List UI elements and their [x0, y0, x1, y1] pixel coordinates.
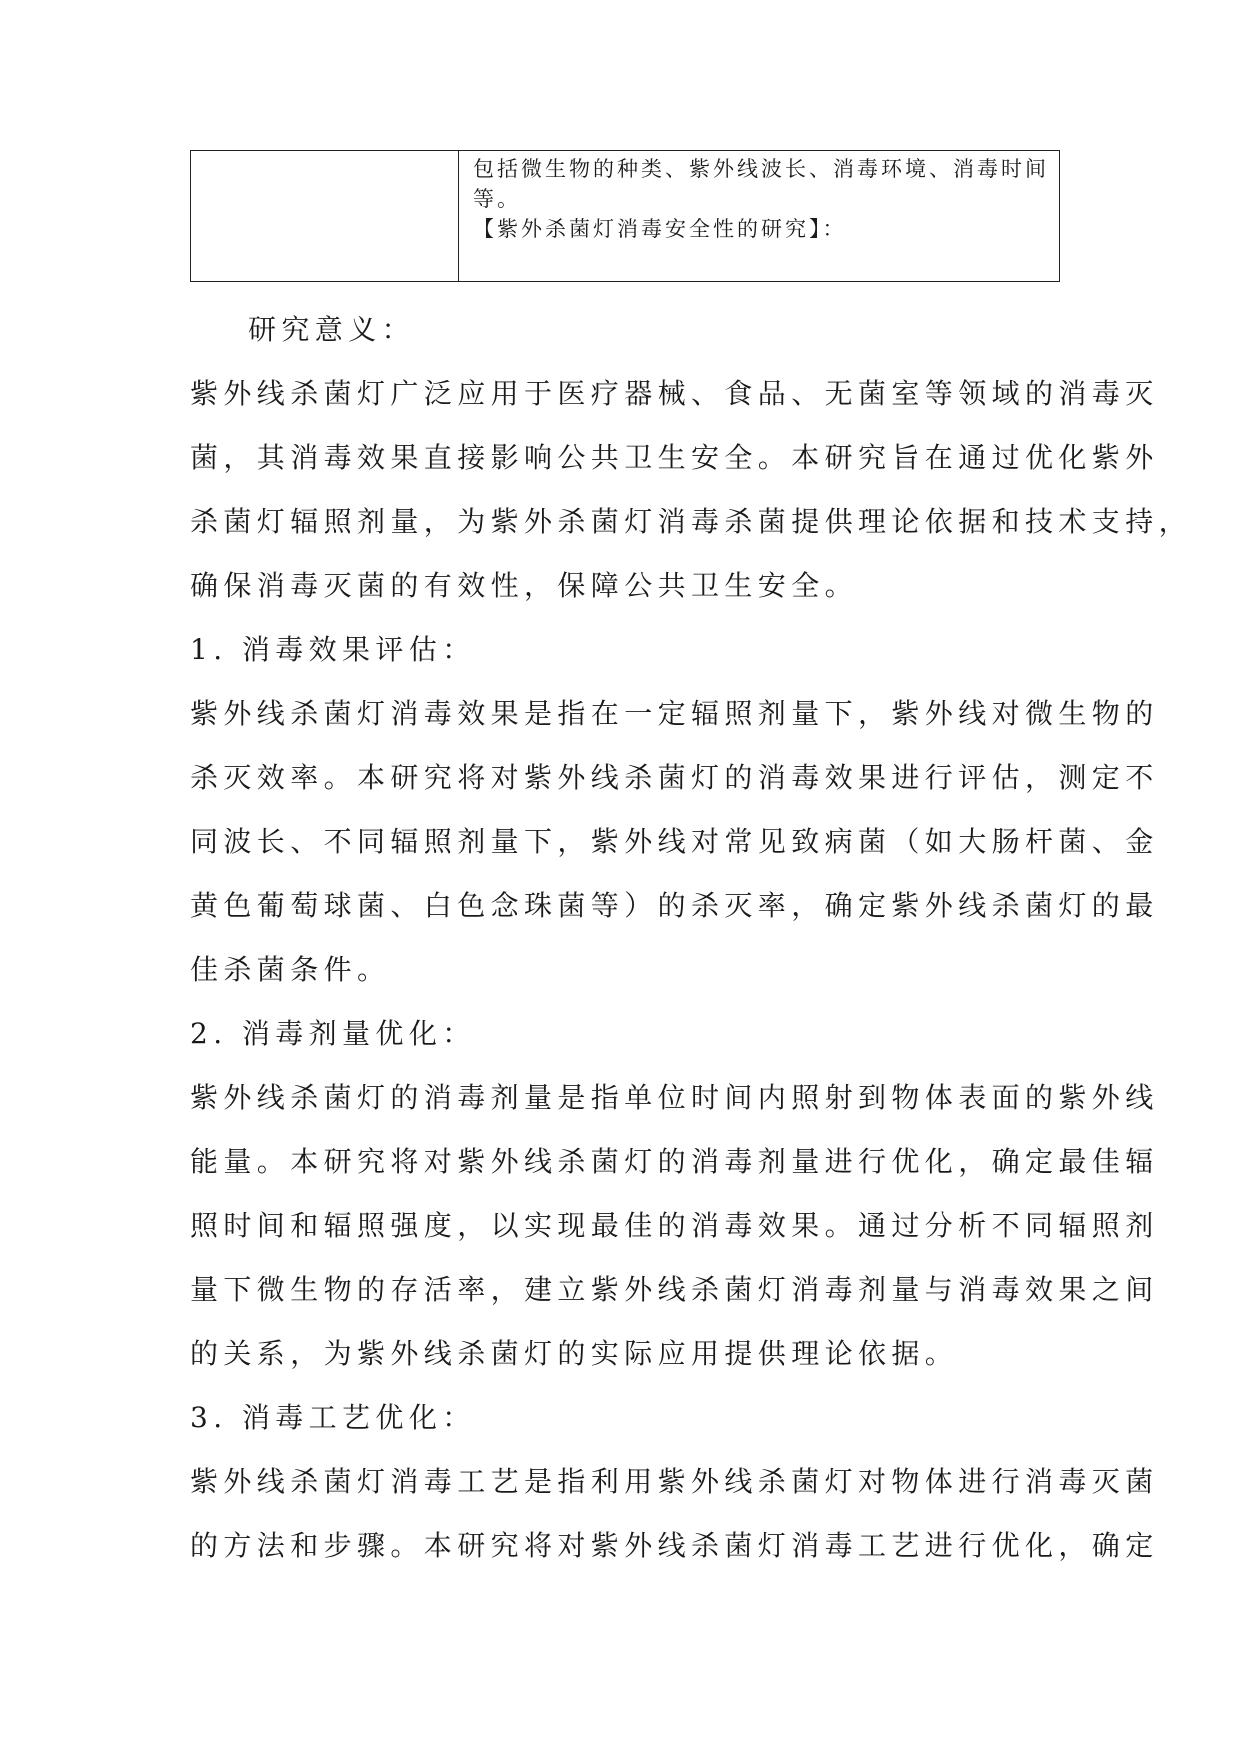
paragraph-line: 杀菌灯辐照剂量，为紫外杀菌灯消毒杀菌提供理论依据和技术支持，	[190, 505, 1193, 538]
item-heading: 2. 消毒剂量优化：	[190, 1017, 476, 1050]
table	[190, 150, 1060, 282]
paragraph-line: 佳杀菌条件。	[190, 953, 391, 986]
table-line: 包括微生物的种类、紫外线波长、消毒环境、消毒时间	[473, 157, 1049, 181]
table-cell-right	[459, 151, 1059, 281]
paragraph-line: 确保消毒灭菌的有效性，保障公共卫生安全。	[190, 569, 859, 602]
paragraph-line: 紫外线杀菌灯的消毒剂量是指单位时间内照射到物体表面的紫外线	[190, 1081, 1159, 1114]
table-cell-left	[191, 151, 459, 281]
paragraph-line: 紫外线杀菌灯消毒工艺是指利用紫外线杀菌灯对物体进行消毒灭菌	[190, 1465, 1159, 1498]
table-line: 等。	[473, 187, 521, 211]
section-title: 研究意义：	[248, 313, 416, 346]
paragraph-line: 照时间和辐照强度，以实现最佳的消毒效果。通过分析不同辐照剂	[190, 1209, 1159, 1242]
paragraph-line: 量下微生物的存活率，建立紫外线杀菌灯消毒剂量与消毒效果之间	[190, 1273, 1159, 1306]
body-text	[190, 298, 1193, 1578]
paragraph-line: 紫外线杀菌灯广泛应用于医疗器械、食品、无菌室等领域的消毒灭	[190, 377, 1159, 410]
item-heading: 3. 消毒工艺优化：	[190, 1401, 476, 1434]
table-line: 【紫外杀菌灯消毒安全性的研究】：	[473, 217, 847, 241]
item-heading: 1. 消毒效果评估：	[190, 633, 476, 666]
paragraph-line: 的方法和步骤。本研究将对紫外线杀菌灯消毒工艺进行优化，确定	[190, 1529, 1159, 1562]
paragraph-line: 菌，其消毒效果直接影响公共卫生安全。本研究旨在通过优化紫外	[190, 441, 1159, 474]
paragraph-line: 黄色葡萄球菌、白色念珠菌等）的杀灭率，确定紫外线杀菌灯的最	[190, 889, 1159, 922]
paragraph-line: 同波长、不同辐照剂量下，紫外线对常见致病菌（如大肠杆菌、金	[190, 825, 1159, 858]
paragraph-line: 能量。本研究将对紫外线杀菌灯的消毒剂量进行优化，确定最佳辐	[190, 1145, 1159, 1178]
paragraph-line: 杀灭效率。本研究将对紫外线杀菌灯的消毒效果进行评估，测定不	[190, 761, 1159, 794]
paragraph-line: 的关系，为紫外线杀菌灯的实际应用提供理论依据。	[190, 1337, 959, 1370]
paragraph-line: 紫外线杀菌灯消毒效果是指在一定辐照剂量下，紫外线对微生物的	[190, 697, 1159, 730]
